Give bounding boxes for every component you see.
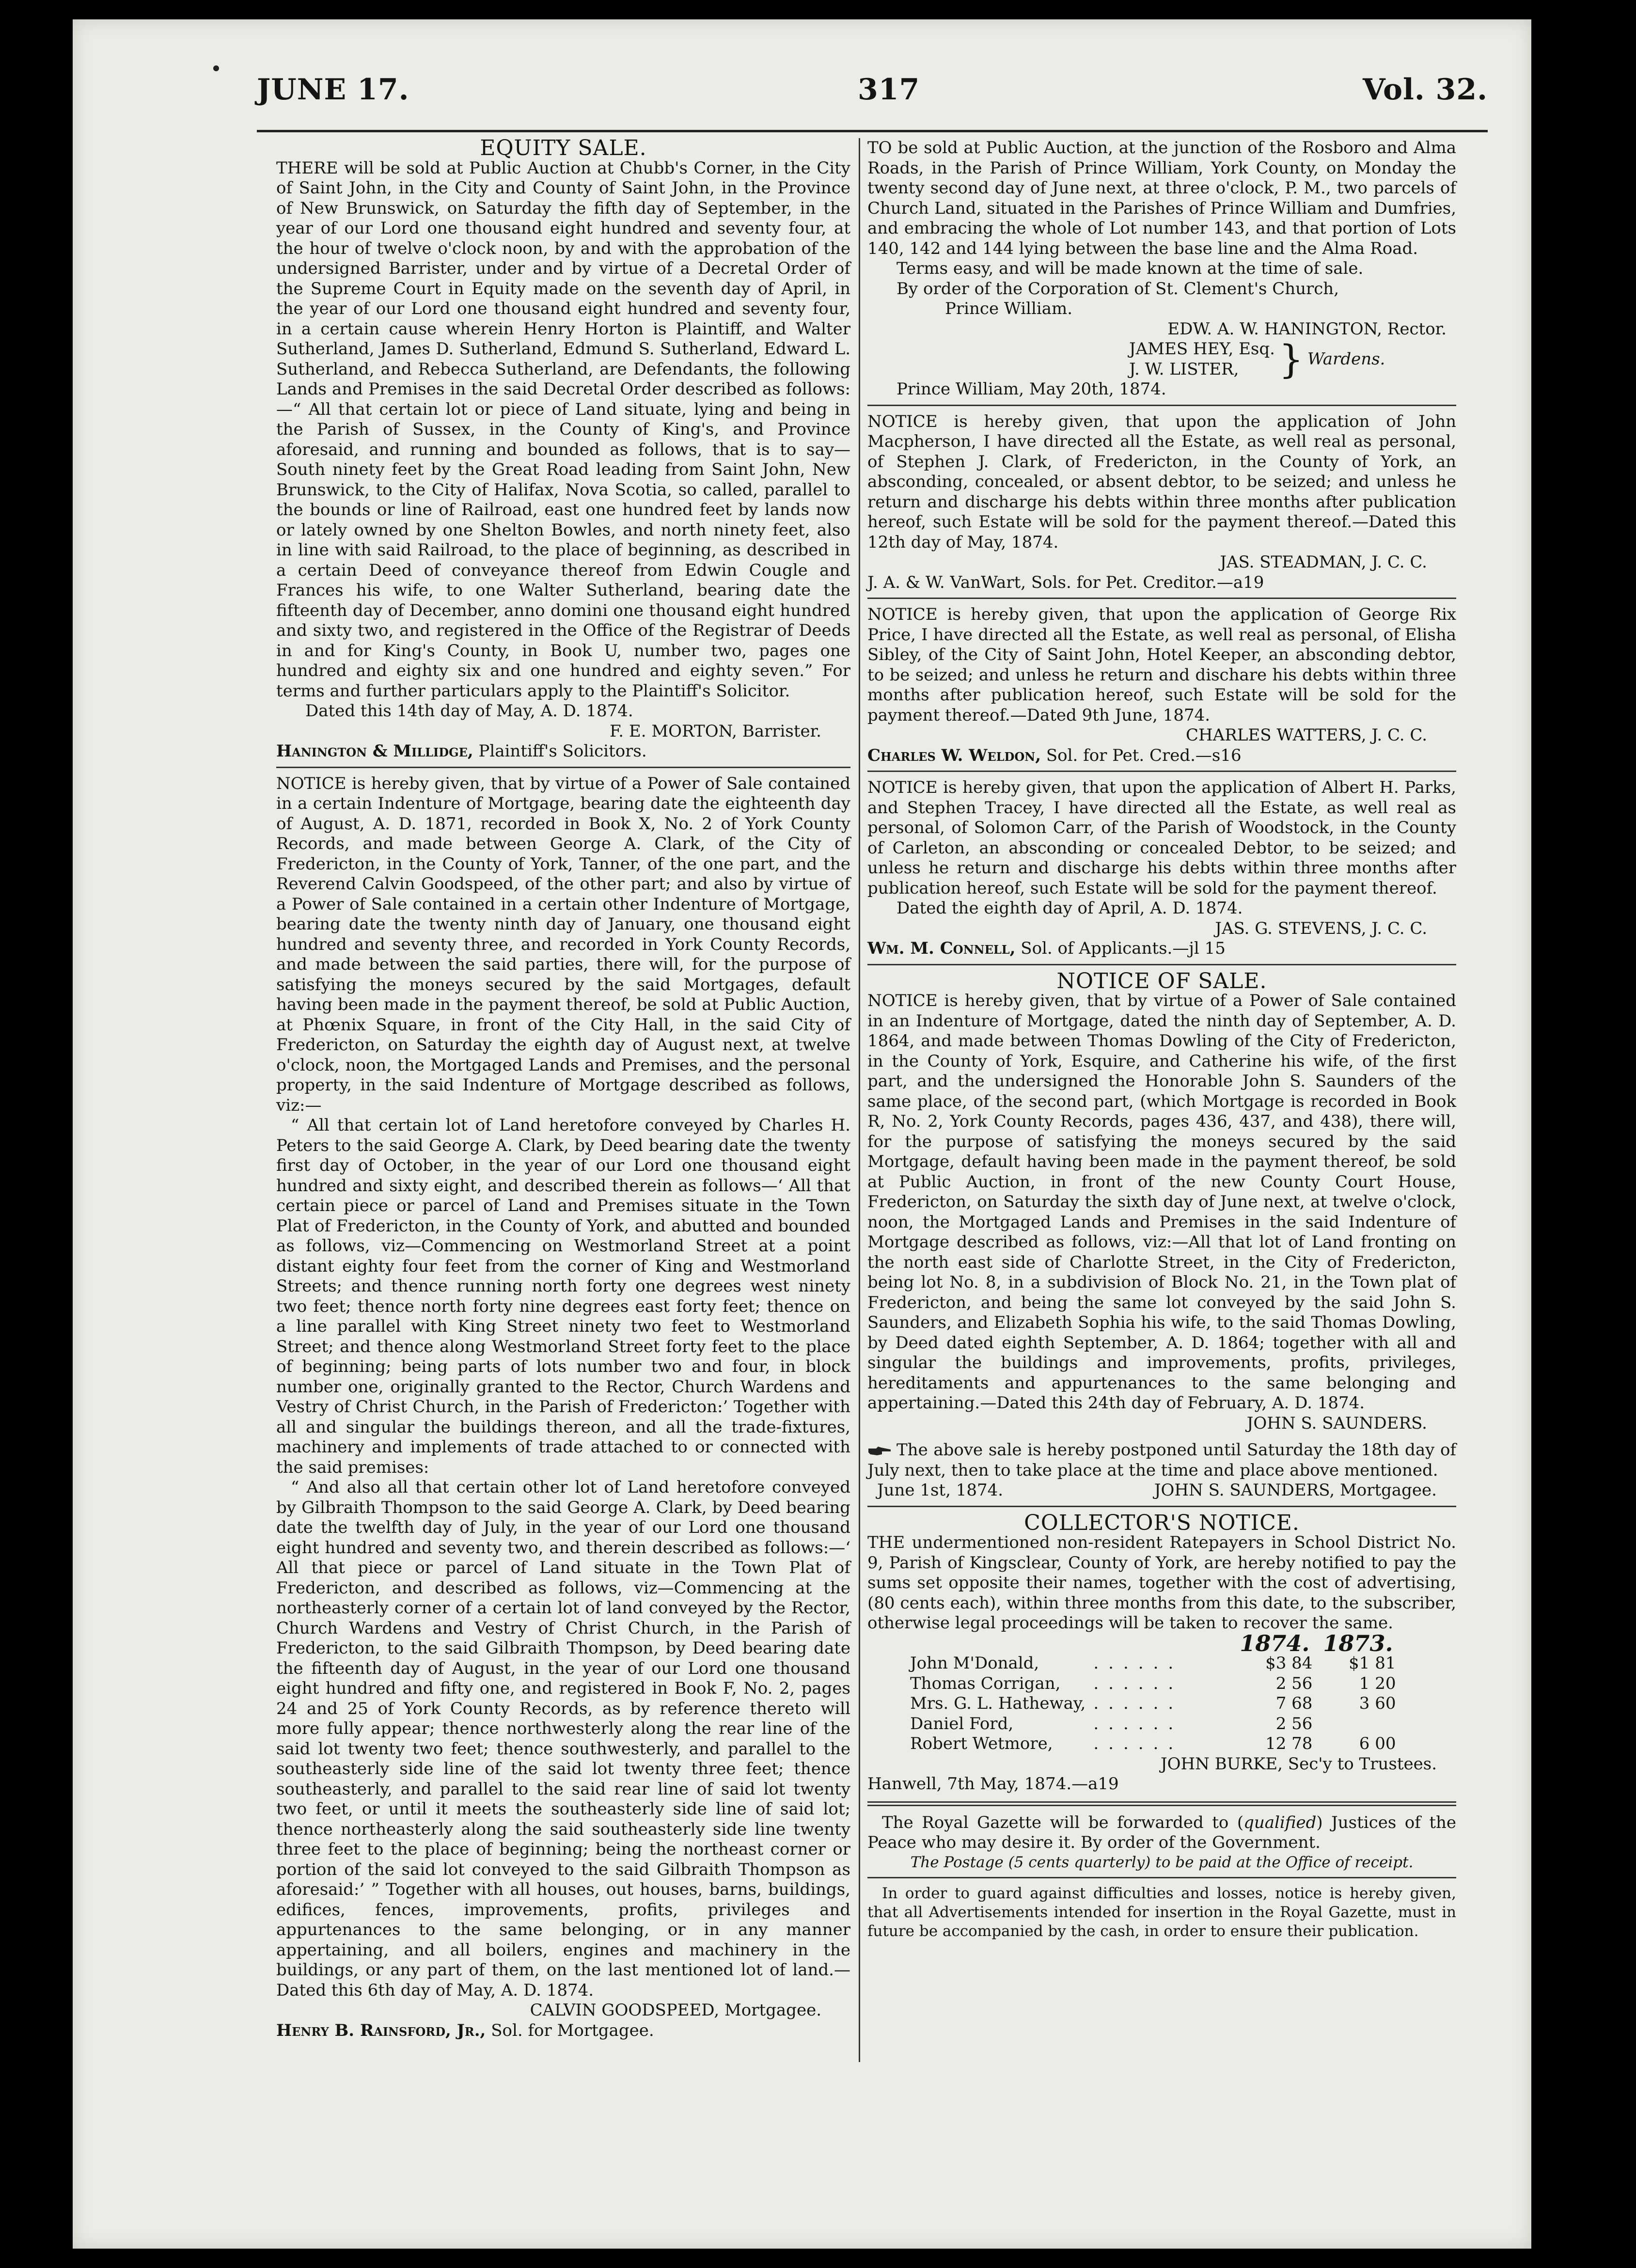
gazette-notice-text xyxy=(867,1813,1456,1853)
header-rule xyxy=(257,130,1488,132)
table-header-row xyxy=(906,1634,1400,1654)
church-sale-terms: Terms easy, and will be made known at the time of sale. xyxy=(897,259,1364,278)
goodspeed-mortgage-notice xyxy=(276,774,850,2041)
gazette-distribution-notice xyxy=(867,1813,1456,1872)
right-column xyxy=(867,138,1456,1941)
warden-name: J. W. LISTER, xyxy=(1129,359,1239,379)
section-double-rule xyxy=(867,1801,1456,1806)
equity-sale-title: EQUITY SALE. xyxy=(480,136,647,160)
gazette-text-part: ) Justices of the Peace who may desire it. By order of the Government. xyxy=(867,1812,1456,1852)
ratepayer-name: Thomas Corrigan, xyxy=(910,1673,1061,1693)
solicitor-role: Sol. of Applicants.—jl 15 xyxy=(1021,939,1226,958)
goodspeed-paragraph-2: “ All that certain lot of Land heretofore conveyed by Charles H. Peters to the said George A. Clark, by Deed bearing date the twenty first day of October, in the year of our Lord one thousand eight hundred and sixty eight, and described therein as follows—‘ All that certain piece or parcel of Land and Premises situate in the Town Plat of Fredericton, in the County of York, and abutted and bounded as follows, viz—Commencing on Westmorland Street at a point distant eighty four feet from the corner of King and Westmorland Streets; and thence running north forty one degrees west ninety two feet; thence north forty nine degrees east forty feet; thence on a line parallel with King Street ninety two feet to Westmorland Street; and thence along Westmorland Street forty feet to the place of beginning; being parts of lots number two and four, in block number one, originally granted to the Rector, Church Wardens and Vestry of Christ Church, in the Parish of Fredericton:’ Together with all and singular the buildings thereon, and all the trade-fixtures, machinery and implements of trade attached to or connected with the said premises: xyxy=(276,1116,850,1477)
postponement-signer: JOHN S. SAUNDERS, Mortgagee. xyxy=(1154,1480,1437,1500)
brace-symbol: } xyxy=(1278,336,1304,382)
solicitor-name: Hanington & Millidge, xyxy=(276,741,473,761)
header-date: JUNE 17. xyxy=(257,73,409,107)
leader-dots: ...... xyxy=(1093,1694,1183,1713)
solicitor-name: Henry B. Rainsford, Jr., xyxy=(276,2020,486,2040)
notice-of-sale-body: NOTICE is hereby given, that by virtue of a Power of Sale contained in an Indenture of Mortgage, dated the ninth day of September, A. D. 1864, and made between Thomas Dowling of the City of Fredericton, in the County of York, Esquire, and Catherine his wife, of the first part, and the undersigned the Honorable John S. Saunders of the same place, of the second part, (which Mortgage is recorded in Book R, No. 2, York County Records, pages 436, 437, and 438), there will, for the purpose of satisfying the moneys secured by the said Mortgage, default having been made in the payment thereof, be sold at Public Auction, in front of the new County Court House, Fredericton, on Saturday the sixth day of June next, at twelve o'clock, noon, the Mortgaged Lands and Premises in the said Indenture of Mortgage described as follows, viz:—All that lot of Land fronting on the north east side of Charlotte Street, in the City of Fredericton, being lot No. 8, in a subdivision of Block No. 21, in the Town plat of Fredericton, and being the same lot conveyed by the said John S. Saunders, and Elizabeth Sophia his wife, to the said Thomas Dowling, by Deed dated eighth September, A. D. 1864; together with all and singular the buildings and improvements, profits, privileges, hereditaments and appurtenances to the same belonging and appertaining.—Dated this 24th day of February, A. D. 1874. xyxy=(867,991,1456,1413)
postponement-notice xyxy=(867,1440,1456,1480)
collectors-signer: JOHN BURKE, Sec'y to Trustees. xyxy=(1161,1754,1437,1774)
ratepayer-name: Daniel Ford, xyxy=(910,1714,1014,1733)
column-header-1874: 1874. xyxy=(1240,1630,1310,1656)
solicitor-name: Wm. M. Connell, xyxy=(867,939,1016,958)
price-solicitor xyxy=(867,746,1456,766)
amount-1874: 2 56 xyxy=(1275,1714,1313,1733)
solicitor-role: Sol. for Mortgagee. xyxy=(491,2020,654,2040)
left-column xyxy=(276,138,850,2041)
table-row xyxy=(906,1694,1400,1714)
ratepayer-name: John M'Donald, xyxy=(910,1654,1039,1673)
section-rule xyxy=(867,405,1456,406)
gazette-qualified: qualified xyxy=(1243,1812,1317,1832)
goodspeed-paragraph-3: “ And also all that certain other lot of Land heretofore conveyed by Gilbraith Thompson to the said George A. Clark, by Deed bearing date the twelfth day of July, in the year of our Lord one thousand eight hundred and seventy two, and therein described as follows:—‘ All that piece or parcel of Land situate in the Town Plat of Fredericton, and described as follows, viz—Commencing at the northeasterly corner of a certain lot of land conveyed by the Rector, Church Wardens and Vestry of Christ Church, in the Parish of Fredericton, to the said Gilbraith Thompson, by Deed bearing date the fifteenth day of August, in the year of our Lord one thousand eight hundred and fifty one, and registered in Book F, No. 2, pages 24 and 25 of York County Records, as by reference thereto will more fully appear; thence northwesterly along the rear line of the said lot twenty two feet; thence southwesterly, and parallel to the southeasterly side line of the said lot twenty three feet; thence southeasterly, and parallel to the said rear line of said lot twenty two feet, or until it meets the southeasterly side line of said lot; thence northeasterly along the said southeasterly side line twenty three feet to the place of beginning; being the northeast corner or portion of the said lot conveyed to the said Gilbraith Thompson as aforesaid:’ ” Together with all houses, out houses, barns, buildings, edifices, fences, improvements, profits, privileges and appurtenances to the same belonging, or in any manner appertaining, and all boilers, engines and machinery in the buildings, or any part of them, on the last mentioned lot of land.—Dated this 6th day of May, A. D. 1874. xyxy=(276,1478,850,2000)
leader-dots: ...... xyxy=(1093,1673,1183,1693)
solicitor-role: Plaintiff's Solicitors. xyxy=(478,741,647,761)
macpherson-signer: JAS. STEADMAN, J. C. C. xyxy=(1220,552,1427,572)
ratepayer-name: Robert Wetmore, xyxy=(910,1734,1053,1753)
parks-notice xyxy=(867,778,1456,959)
parks-dated: Dated the eighth day of April, A. D. 1874. xyxy=(897,898,1243,918)
goodspeed-solicitor xyxy=(276,2021,850,2041)
leader-dots: ...... xyxy=(1093,1714,1183,1733)
church-sale-order-2: Prince William. xyxy=(945,299,1073,318)
notice-of-sale xyxy=(867,968,1456,1501)
parks-solicitor xyxy=(867,939,1456,959)
postponement-text: The above sale is hereby postponed until Saturday the 18th day of July next, then to take place at the time and place above mentioned. xyxy=(867,1440,1456,1480)
price-notice xyxy=(867,605,1456,766)
equity-sale-body: THERE will be sold at Public Auction at Chubb's Corner, in the City of Saint John, in the City and County of Saint John, in the Province of New Brunswick, on Saturday the fifth day of September, in the year of our Lord one thousand eight hundred and seventy four, at the hour of twelve o'clock noon, by and with the approbation of the undersigned Barrister, under and by virtue of a Decretal Order of the Supreme Court in Equity made on the seventh day of April, in the year of our Lord one thousand eight hundred and seventy four, in a certain cause wherein Henry Horton is Plaintiff, and Walter Sutherland, James D. Sutherland, Edmund S. Sutherland, Edward L. Sutherland, and Rebecca Sutherland, are Defendants, the following Lands and Premises in the said Decretal Order described as follows:—“ All that certain lot or piece of Land situate, lying and being in the Parish of Sussex, in the County of King's, and Province aforesaid, and running and bounded as follows, that is to say—South ninety feet by the Great Road leading from Saint John, New Brunswick, to the City of Halifax, Nova Scotia, so called, parallel to the bounds or line of Railroad, east one hundred feet by lands now or lately owned by one Shelton Bowles, and north ninety feet, also in line with said Railroad, to the place of beginning, as described in a certain Deed of conveyance thereof from Edwin Cougle and Frances his wife, to one Walter Sutherland, bearing date the fifteenth day of December, anno domini one thousand eight hundred and sixty two, and registered in the Office of the Registrar of Deeds in and for King's County, in Book U, number two, pages one hundred and eighty six and one hundred and eighty seven.” For terms and further particulars apply to the Plaintiff's Solicitor. xyxy=(276,158,850,701)
ratepayer-name: Mrs. G. L. Hatheway, xyxy=(910,1694,1086,1713)
gazette-postage: The Postage (5 cents quarterly) to be paid at the Office of receipt. xyxy=(910,1853,1414,1871)
table-row xyxy=(906,1714,1400,1734)
solicitor-name: Charles W. Weldon, xyxy=(867,745,1041,765)
solicitor-role: Sol. for Pet. Cred.—s16 xyxy=(1046,745,1242,765)
church-sale-dated: Prince William, May 20th, 1874. xyxy=(897,379,1166,399)
church-sale-wardens xyxy=(867,336,1456,382)
price-signer: CHARLES WATTERS, J. C. C. xyxy=(1186,725,1427,745)
notice-of-sale-title: NOTICE OF SALE. xyxy=(1056,968,1267,993)
macpherson-body: NOTICE is hereby given, that upon the application of John Macpherson, I have directed all the Estate, as well real as personal, of Stephen J. Clark, of Fredericton, in the County of York, an absconding, concealed, or absent debtor, to be seized; and unless he return and discharge his debts within three months after publication hereof, such Estate will be sold for the payment thereof.—Dated this 12th day of May, 1874. xyxy=(867,411,1456,552)
table-row xyxy=(906,1674,1400,1694)
ratepayers-table xyxy=(906,1630,1400,1754)
section-rule xyxy=(276,767,850,768)
leader-dots: ...... xyxy=(1093,1654,1183,1673)
advertisement-payment-notice xyxy=(867,1884,1456,1941)
pointing-hand-icon xyxy=(867,1445,893,1457)
amount-1874: 12 78 xyxy=(1265,1734,1313,1753)
column-header-1873: 1873. xyxy=(1323,1630,1393,1656)
amount-1873: 3 60 xyxy=(1359,1694,1396,1713)
church-land-sale xyxy=(867,138,1456,400)
page-header xyxy=(257,73,1488,131)
collectors-notice-title: COLLECTOR'S NOTICE. xyxy=(1024,1510,1300,1535)
macpherson-notice xyxy=(867,412,1456,593)
church-sale-order-1: By order of the Corporation of St. Clement's Church, xyxy=(897,279,1339,299)
collectors-notice-body: THE undermentioned non-resident Ratepayers in School District No. 9, Parish of Kingsclear, County of York, are hereby notified to pay the sums set opposite their names, together with the cost of advertising, (80 cents each), within three months from this date, to the subscriber, otherwise legal proceedings will be taken to recover the same. xyxy=(867,1533,1456,1633)
church-sale-body: TO be sold at Public Auction, at the junction of the Rosboro and Alma Roads, in the Parish of Prince William, York County, on Monday the twenty second day of June next, at three o'clock, P. M., two parcels of Church Land, situated in the Parishes of Prince William and Dumfries, and embracing the whole of Lot number 143, and that portion of Lots 140, 142 and 144 lying between the base line and the Alma Road. xyxy=(867,138,1456,258)
ratepayers-table-body xyxy=(906,1654,1400,1754)
section-rule xyxy=(867,1506,1456,1507)
print-speck xyxy=(213,65,219,71)
amount-1874: 2 56 xyxy=(1275,1673,1313,1693)
amount-1874: $3 84 xyxy=(1265,1654,1313,1673)
advert-notice-body: In order to guard against difficulties and losses, notice is hereby given, that all Advertisements intended for insertion in the Royal Gazette, must in future be accompanied by the cash, in order to ensure their publication. xyxy=(867,1884,1456,1940)
parks-signer: JAS. G. STEVENS, J. C. C. xyxy=(1215,918,1427,938)
leader-dots: ...... xyxy=(1093,1734,1183,1753)
warden-name: JAMES HEY, Esq. xyxy=(1129,339,1275,359)
equity-sale-notice xyxy=(276,138,850,762)
gazette-text-part: The Royal Gazette will be forwarded to ( xyxy=(882,1812,1244,1832)
church-sale-rector: EDW. A. W. HANINGTON, Rector. xyxy=(1167,319,1447,339)
amount-1873: $1 81 xyxy=(1349,1654,1396,1673)
equity-sale-signer: F. E. MORTON, Barrister. xyxy=(610,721,821,741)
collectors-dated: Hanwell, 7th May, 1874.—a19 xyxy=(867,1774,1119,1794)
macpherson-solicitors: J. A. & W. VanWart, Sols. for Pet. Creditor.—a19 xyxy=(867,572,1264,592)
equity-sale-solicitors xyxy=(276,741,850,762)
postponement-date: June 1st, 1874. xyxy=(877,1480,1004,1500)
equity-sale-dated: Dated this 14th day of May, A. D. 1874. xyxy=(305,701,633,721)
wardens-label: Wardens. xyxy=(1307,349,1385,369)
section-rule xyxy=(867,1877,1456,1878)
table-row xyxy=(906,1734,1400,1754)
header-volume: Vol. 32. xyxy=(1362,73,1488,107)
amount-1873 xyxy=(1316,1714,1400,1734)
section-rule xyxy=(867,598,1456,599)
price-body: NOTICE is hereby given, that upon the application of George Rix Price, I have directed all the Estate, as well real as personal, of Elisha Sibley, of the City of Saint John, Hotel Keeper, an absconding debtor, to be seized; and unless he return and dischare his debts within three months after publication hereof, such Estate will be sold for the payment thereof.—Dated 9th June, 1874. xyxy=(867,605,1456,725)
amount-1873: 1 20 xyxy=(1359,1673,1396,1693)
postponement-footer xyxy=(867,1480,1456,1501)
amount-1874: 7 68 xyxy=(1275,1694,1313,1713)
goodspeed-paragraph-1: NOTICE is hereby given, that by virtue of a Power of Sale contained in a certain Indenture of Mortgage, bearing date the eighteenth day of August, A. D. 1871, recorded in Book X, No. 2 of York County Records, and made between George A. Clark, of the City of Fredericton, in the County of York, Tanner, of the one part, and the Reverend Calvin Goodspeed, of the other part; and also by virtue of a Power of Sale contained in a certain other Indenture of Mortgage, bearing date the twenty ninth day of January, one thousand eight hundred and seventy three, and recorded in York County Records, and made between the said parties, there will, for the purpose of satisfying the moneys secured by the said Mortgages, default having been made in the payment thereof, be sold at Public Auction, at Phœnix Square, in front of the City Hall, in the said City of Fredericton, on Saturday the eighth day of August next, at twelve o'clock, noon, the Mortgaged Lands and Premises, and the personal property, in the said Indenture of Mortgage described as follows, viz:— xyxy=(276,773,850,1115)
header-page-number: 317 xyxy=(858,73,920,107)
collectors-notice xyxy=(867,1510,1456,1795)
parks-body: NOTICE is hereby given, that upon the application of Albert H. Parks, and Stephen Tracey, I have directed all the Estate, as well real as personal, of Solomon Carr, of the Parish of Woodstock, in the County of Carleton, an absconding or concealed Debtor, to be seized; and unless he return and discharge his debts within three months after publication hereof, such Estate will be sold for the payment thereof. xyxy=(867,778,1456,898)
column-divider xyxy=(859,138,860,2062)
notice-of-sale-signer: JOHN S. SAUNDERS. xyxy=(1246,1413,1427,1433)
table-row xyxy=(906,1654,1400,1674)
section-rule xyxy=(867,771,1456,772)
amount-1873: 6 00 xyxy=(1359,1734,1396,1753)
goodspeed-signer: CALVIN GOODSPEED, Mortgagee. xyxy=(530,2000,821,2020)
section-rule xyxy=(867,964,1456,965)
